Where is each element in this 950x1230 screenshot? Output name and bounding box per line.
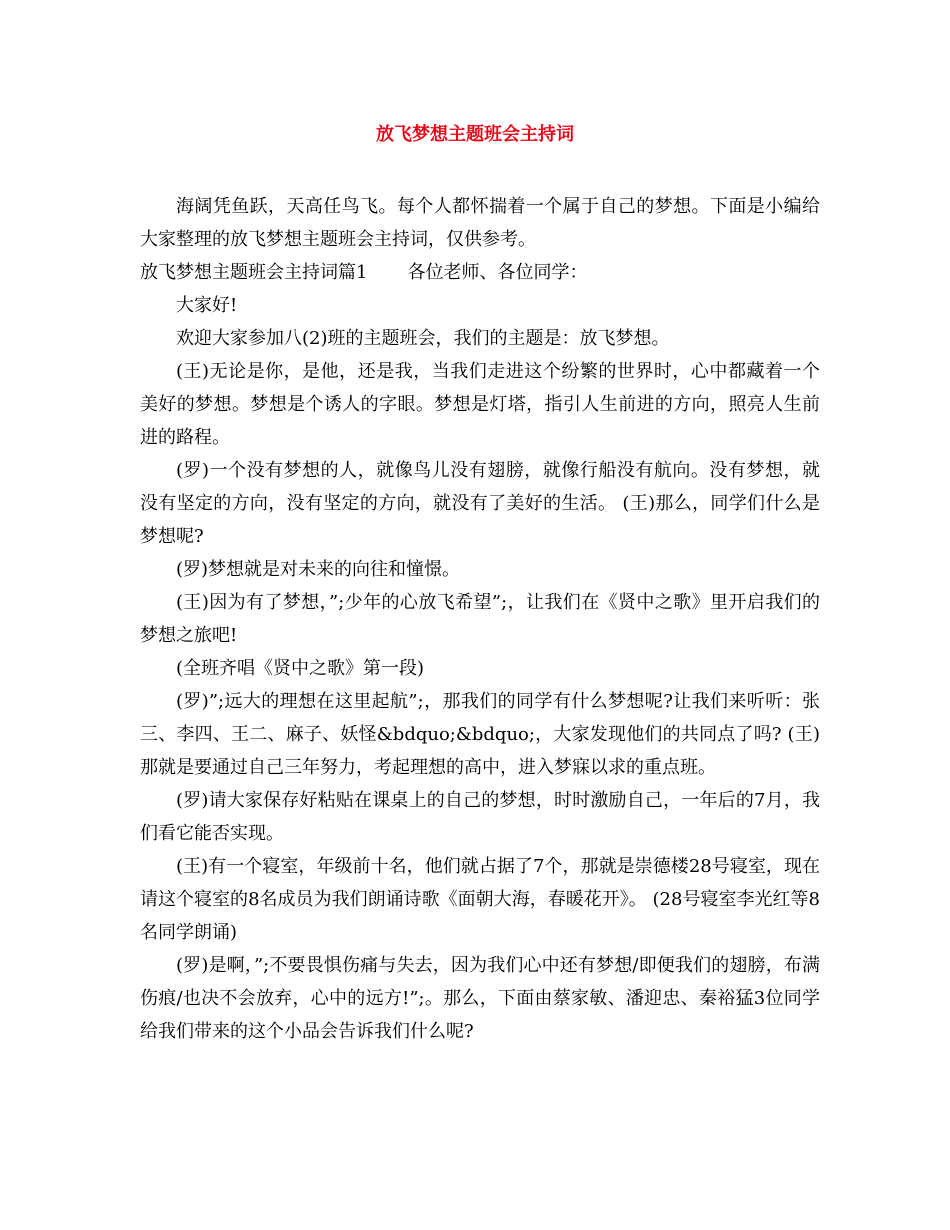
document-title: 放飞梦想主题班会主持词 xyxy=(376,124,574,145)
paragraph-greeting: 大家好! xyxy=(176,295,238,316)
paragraph-wang-song: (王)因为有了梦想，”;少年的心放飞希望”;，让我们在《贤中之歌》里开启我们的梦想之旅吧! xyxy=(140,592,820,646)
paragraph-luo-no-dream: (罗)一个没有梦想的人，就像鸟儿没有翅膀，就像行船没有航向。没有梦想，就没有坚定的方向，没有坚定的方向，就没有了美好的生活。 (王)那么，同学们什么是梦想呢? xyxy=(140,460,820,547)
paragraph-wang-dream: (王)无论是你，是他，还是我，当我们走进这个纷繁的世界时，心中都藏着一个美好的梦想。梦想是个诱人的字眼。梦想是灯塔，指引人生前进的方向，照亮人生前进的路程。 xyxy=(140,361,820,448)
intro-paragraph: 海阔凭鱼跃，天高任鸟飞。每个人都怀揣着一个属于自己的梦想。下面是小编给大家整理的放飞梦想主题班会主持词，仅供参考。 xyxy=(140,196,820,250)
document-body xyxy=(140,190,820,1048)
section-greeting: 各位老师、各位同学： xyxy=(407,262,588,283)
paragraph-luo-skit: (罗)是啊，”;不要畏惧伤痛与失去，因为我们心中还有梦想/即便我们的翅膀，布满伤痕/也决不会放弃，心中的远方!”;。那么，下面由蔡家敏、潘迎忠、秦裕猛3位同学给我们带来的这个小品会告诉我们什么呢? xyxy=(140,955,820,1042)
paragraph-luo-definition: (罗)梦想就是对未来的向往和憧憬。 xyxy=(176,559,461,580)
paragraph-luo-listen: (罗)”;远大的理想在这里起航”;，那我们的同学有什么梦想呢?让我们来听听：张三、李四、王二、麻子、妖怪&bdquo;&bdquo;，大家发现他们的共同点了吗? (王)那就是要通过自己三年努力，考起理想的高中，进入梦寐以求的重点班。 xyxy=(140,691,820,778)
section-heading-line xyxy=(140,256,820,289)
paragraph-welcome: 欢迎大家参加八(2)班的主题班会，我们的主题是：放飞梦想。 xyxy=(176,328,670,349)
section-title: 放飞梦想主题班会主持词篇1 xyxy=(140,262,368,283)
paragraph-wang-dorm: (王)有一个寝室，年级前十名，他们就占据了7个，那就是崇德楼28号寝室，现在请这个寝室的8名成员为我们朗诵诗歌《面朝大海，春暖花开》。 (28号寝室李光红等8名同学朗诵) xyxy=(140,856,820,943)
paragraph-luo-keep-dream: (罗)请大家保存好粘贴在课桌上的自己的梦想，时时激励自己，一年后的7月，我们看它能否实现。 xyxy=(140,790,820,844)
paragraph-class-singing: (全班齐唱《贤中之歌》第一段) xyxy=(176,658,425,679)
